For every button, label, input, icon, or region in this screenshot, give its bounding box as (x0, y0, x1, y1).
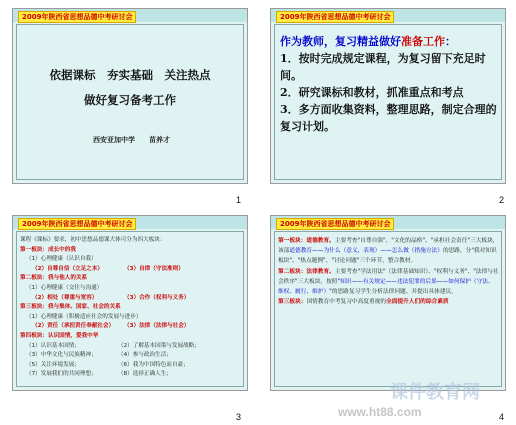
slide-header-label: 2009年陕西省思想品德中考研讨会 (18, 218, 136, 230)
slide-title-line-2: 做好复习备考工作 (84, 93, 176, 107)
section-subitem: （2）责任（承担责任奉献社会） (32, 323, 115, 330)
paragraph-text: 的思路复习学生分析法律问题、并提出具体建议。 (331, 289, 457, 296)
watermark-logo-text: 课件教育网 (390, 382, 480, 403)
paragraph-highlight: "知识——有关规定——违法犯罪的后果——如何保护（守法、维权、履行、维护）" (278, 278, 494, 296)
slide-number-4: 4 (499, 412, 505, 422)
slide-3-thumbnail[interactable] (12, 215, 248, 391)
slide-number-3: 3 (236, 412, 242, 422)
list-item (20, 342, 241, 352)
slide-number-1: 1 (236, 195, 242, 205)
slide-2-thumbnail[interactable] (270, 8, 506, 184)
paragraph-highlight: 道德教育——为什么（意义、表现）——怎么做（措施方法） (289, 248, 443, 255)
paragraph-label: 第一板块：道德教育。 (278, 238, 335, 244)
list-item: 3．多方面收集资料，整理思路，制定合理的复习计划。 (280, 103, 497, 133)
paragraph-label: 第二板块：法律教育。 (278, 268, 335, 275)
paragraph-text: 的思路，分"我对知识板块"、"热点题例"、"讨论问题"三个环节，整合教材。 (278, 248, 497, 265)
slide-1-thumbnail[interactable] (12, 8, 248, 184)
list-cell: （4）参与政治生活； (118, 352, 172, 359)
section-subitem: （3）合作（权利与义务） (124, 294, 190, 301)
section-subitem: （3）自律（守法准则） (124, 265, 184, 272)
section-title: 第一板块：成长中的我 (20, 246, 76, 253)
paragraph (278, 297, 499, 307)
list-cell: （8）选择正确人生； (118, 371, 172, 378)
section-item (20, 294, 241, 304)
lead-highlight: 准备工作 (401, 35, 445, 48)
slide-intro: 课程《课标》要求，初中思想品德课大体可分为四大板块： (20, 237, 166, 243)
slide-lead-line (280, 33, 497, 50)
section-subitem: （2）相处（尊重与宽容） (32, 294, 98, 301)
watermark-url: www.ht88.com (338, 405, 422, 419)
paragraph-label: 第三板块： (278, 299, 307, 306)
list-item (20, 361, 241, 371)
paragraph-text: 国情教育中考复习中高度重视的 (306, 299, 387, 306)
list-item (20, 351, 241, 361)
slide-body-text (278, 236, 499, 307)
slide-number-2: 2 (499, 195, 505, 205)
slide-title-line-1: 依据课标 夯实基础 关注热点 (49, 68, 211, 82)
list-cell: （1）认识基本国情； (26, 342, 80, 349)
list-cell: （7）发展我们的共同理想； (26, 371, 97, 378)
section-subitem: （2）自尊自信（立足之本） (32, 265, 104, 272)
slide-body-text (20, 236, 241, 380)
section-item (20, 265, 241, 275)
paragraph-text: 主要考查"学法用法"（法律基础知识）、"权利与义务"、"法律与社会秩序"三大板块，按照 (278, 268, 499, 285)
section-item (20, 322, 241, 332)
section-item: （1）心理健康（认识自我） (26, 256, 97, 263)
list-item: 2．研究课标和教材，抓准重点和考点 (280, 86, 464, 99)
section-title: 第四板块：认识国情，爱我中华 (20, 332, 99, 339)
list-cell: （5）关注环境发展； (26, 361, 80, 368)
section-title: 第二板块：我与他人的关系 (20, 275, 88, 282)
section-subitem: （3）法律（法律与社会） (124, 323, 190, 330)
paragraph (278, 267, 499, 298)
paragraph-text: 主要考查"自尊自强"、"文化的品格"、"承担社会责任"三大板块，该部 (278, 238, 499, 255)
lead-tail: ： (445, 35, 456, 48)
slide-author: 西安亚加中学 苗养才 (93, 135, 170, 144)
section-title: 第三板块：我与集体、国家、社会的关系 (20, 304, 121, 311)
list-item (20, 370, 241, 380)
slide-header-label: 2009年陕西省思想品德中考研讨会 (18, 11, 136, 23)
slide-body-text (280, 33, 497, 135)
lead-text: 作为教师，复习精益做好 (280, 35, 401, 48)
paragraph-highlight: 全面提升人们的综合素质 (386, 299, 449, 306)
paragraph (278, 236, 499, 267)
slide-header-label: 2009年陕西省思想品德中考研讨会 (276, 11, 394, 23)
section-item: （1）心理健康（积极适应社会的发展与进步） (26, 313, 142, 320)
list-cell: （6）我为中国特色而自豪； (118, 361, 189, 368)
slide-header-label: 2009年陕西省思想品德中考研讨会 (276, 218, 394, 230)
list-cell: （3）中华文化与民族精神； (26, 352, 97, 359)
list-item: 1．按时完成规定课程，为复习留下充足时间。 (280, 52, 486, 82)
slide-4-thumbnail[interactable] (270, 215, 506, 391)
list-cell: （2）了解基本国策与发展战略； (118, 342, 200, 349)
section-item: （1）心理健康（交往与沟通） (26, 284, 103, 291)
